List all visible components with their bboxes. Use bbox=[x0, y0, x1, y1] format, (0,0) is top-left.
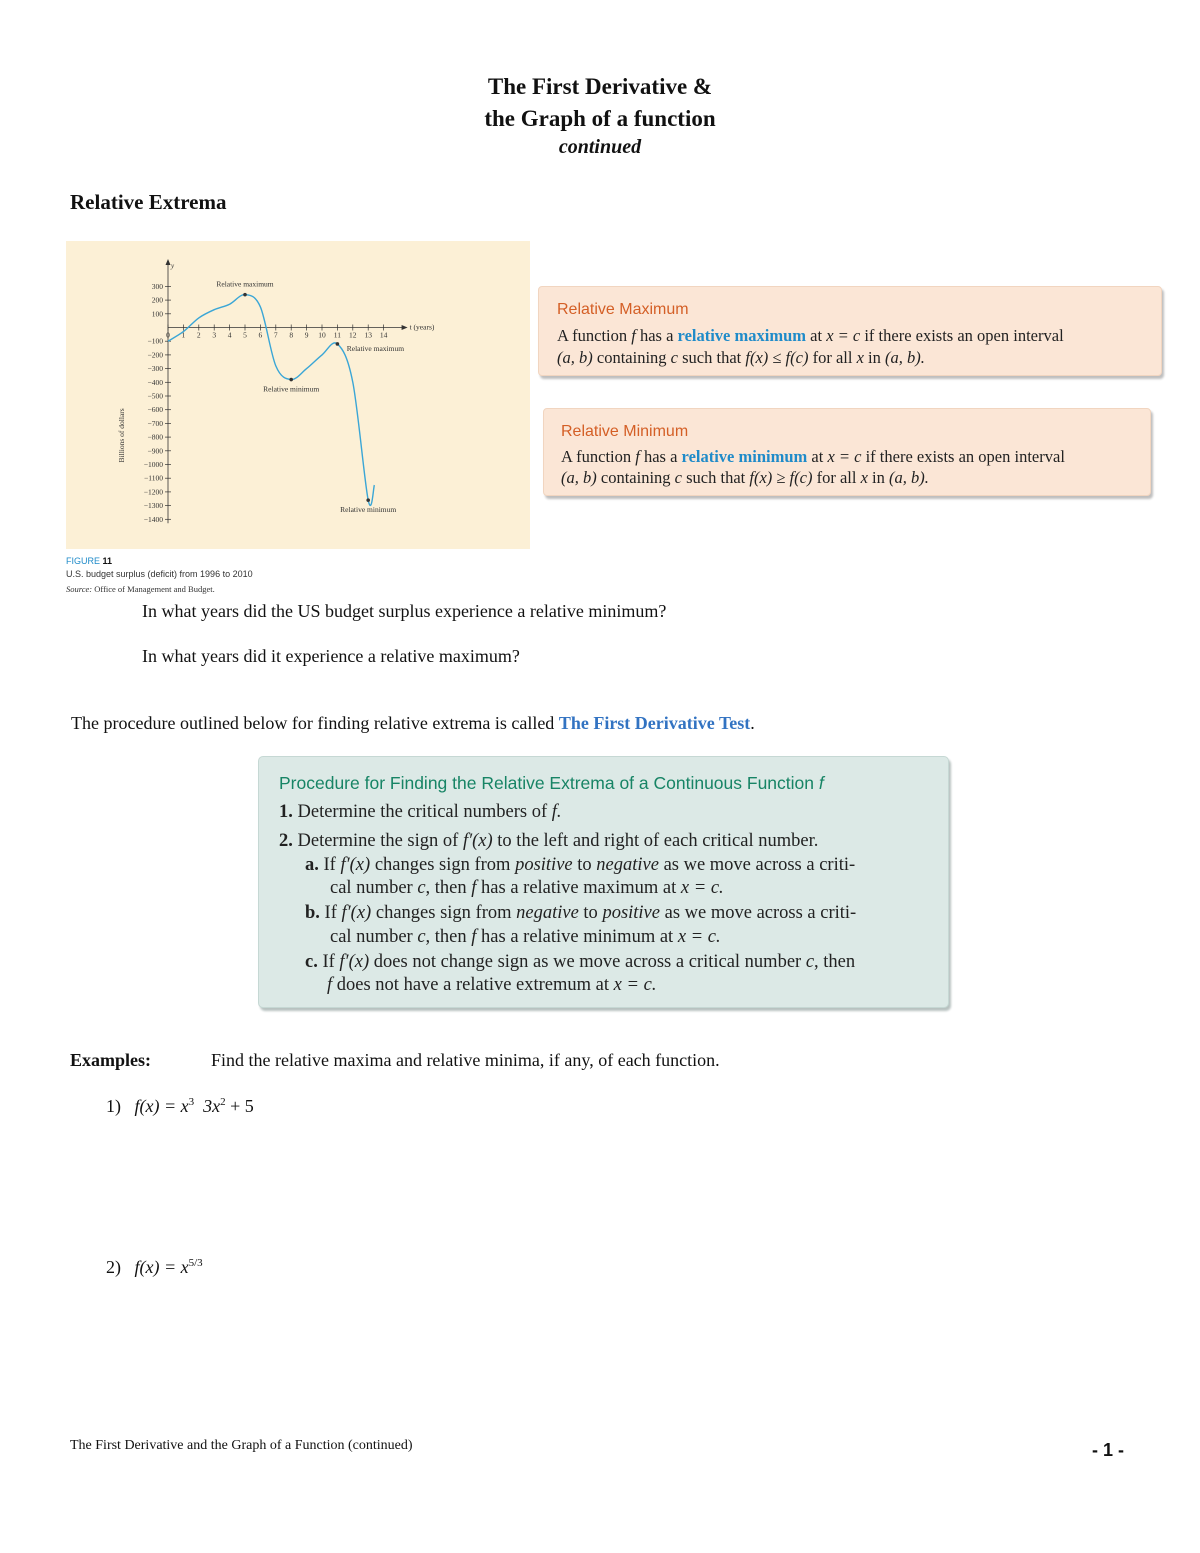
math-expression: f(x) = x bbox=[134, 1257, 189, 1277]
definition-relative-maximum bbox=[538, 286, 1162, 376]
math-f: f bbox=[818, 773, 824, 793]
text: If bbox=[324, 903, 342, 923]
text: , then bbox=[814, 952, 856, 972]
step-number: 1. bbox=[279, 802, 293, 822]
math-c: c bbox=[805, 952, 815, 972]
definition-relative-minimum bbox=[543, 408, 1151, 496]
question-relative-maximum: In what years did it experience a relative maximum? bbox=[142, 646, 520, 666]
x-tick-label: 2 bbox=[196, 330, 201, 340]
x-tick-label: 5 bbox=[243, 330, 247, 340]
text: as we move across a criti- bbox=[658, 855, 856, 875]
y-tick-label: −900 bbox=[147, 446, 163, 456]
text: . bbox=[750, 713, 755, 733]
text: , then bbox=[425, 927, 472, 947]
text: in bbox=[863, 348, 885, 367]
y-axis-label: Billions of dollars bbox=[117, 408, 126, 463]
text: at bbox=[807, 447, 828, 466]
text: A function bbox=[561, 447, 636, 466]
text: changes sign from bbox=[371, 903, 517, 923]
y-tick-label: −1400 bbox=[143, 514, 163, 524]
y-tick-label: −700 bbox=[147, 418, 163, 428]
text: if there exists an open interval bbox=[861, 447, 1065, 466]
figure-label bbox=[66, 556, 112, 566]
text-negative: negative bbox=[596, 855, 659, 875]
math-condition: x = c bbox=[826, 326, 861, 345]
extremum-point bbox=[289, 378, 293, 382]
math-exponent: 3 bbox=[188, 1096, 195, 1108]
extremum-point bbox=[336, 342, 340, 346]
question-relative-minimum: In what years did the US budget surplus experience a relative minimum? bbox=[142, 601, 667, 621]
procedure-step-1 bbox=[279, 802, 562, 823]
procedure-step-2c-line1 bbox=[305, 952, 855, 973]
figure-source-text: Office of Management and Budget. bbox=[94, 584, 215, 594]
text: If bbox=[323, 855, 341, 875]
math-f: f bbox=[471, 927, 477, 947]
x-tick-label: 3 bbox=[212, 330, 217, 340]
definition-min-heading: Relative Minimum bbox=[561, 423, 689, 440]
math-condition: x = c. bbox=[677, 927, 721, 947]
text: at bbox=[806, 326, 827, 345]
y-tick-label: −800 bbox=[147, 432, 163, 442]
text: to the left and right of each critical number. bbox=[492, 831, 819, 851]
math-expression: f(x) = x bbox=[134, 1096, 189, 1116]
y-tick-label: 100 bbox=[151, 309, 163, 319]
definition-max-heading: Relative Maximum bbox=[557, 301, 689, 318]
math-fprime: f′(x) bbox=[462, 831, 493, 851]
text: has a relative maximum at bbox=[476, 878, 681, 898]
procedure-step-2b-line1 bbox=[305, 903, 856, 924]
x-axis-label: t (years) bbox=[409, 322, 435, 332]
keyword-relative-minimum: relative minimum bbox=[681, 447, 808, 466]
text: cal number bbox=[330, 927, 418, 947]
procedure-step-2b-line2 bbox=[330, 927, 721, 948]
page-number: - 1 - bbox=[1092, 1440, 1125, 1460]
y-tick-label: −1200 bbox=[143, 487, 163, 497]
y-tick-label: −1000 bbox=[143, 460, 163, 469]
section-heading: Relative Extrema bbox=[70, 190, 227, 214]
text: containing bbox=[596, 468, 675, 487]
y-tick-label: −400 bbox=[147, 377, 163, 387]
text-negative: negative bbox=[516, 903, 579, 923]
examples-label: Examples: bbox=[70, 1050, 151, 1070]
procedure-heading-text: Procedure for Finding the Relative Extrema of a Continuous Function bbox=[279, 773, 815, 793]
test-name: The First Derivative Test bbox=[558, 713, 751, 733]
definition-max-line1 bbox=[557, 325, 1064, 347]
procedure-step-2c-line2 bbox=[327, 975, 656, 996]
page-subtitle: continued bbox=[558, 136, 642, 158]
step-number: 2. bbox=[279, 831, 293, 851]
annotation-label: Relative minimum bbox=[263, 384, 320, 394]
text: A function bbox=[557, 326, 632, 345]
text: for all bbox=[808, 348, 857, 367]
example-number: 2) bbox=[106, 1257, 121, 1277]
x-tick-label: 9 bbox=[304, 330, 309, 340]
math-interval: (a, b) bbox=[557, 348, 593, 367]
math-interval: (a, b). bbox=[889, 468, 929, 487]
text: , then bbox=[425, 878, 472, 898]
annotation-label: Relative maximum bbox=[216, 279, 274, 289]
definition-max-line2 bbox=[557, 347, 925, 369]
math-expression: 3x bbox=[194, 1096, 221, 1116]
extremum-point bbox=[366, 498, 370, 502]
text: such that bbox=[677, 348, 746, 367]
annotation-label: Relative minimum bbox=[340, 505, 397, 515]
y-tick-label: 300 bbox=[151, 281, 163, 291]
extremum-point bbox=[243, 293, 247, 297]
text: Determine the sign of bbox=[297, 831, 463, 851]
substep-label: b. bbox=[305, 903, 320, 923]
procedure-step-2a-line1 bbox=[305, 855, 855, 876]
example-2 bbox=[106, 1257, 203, 1278]
text: does not have a relative extremum at bbox=[332, 975, 614, 995]
text-positive: positive bbox=[602, 903, 660, 923]
test-intro bbox=[71, 713, 755, 734]
text-positive: positive bbox=[515, 855, 573, 875]
math-condition: x = c bbox=[827, 447, 862, 466]
math-fprime: f′(x) bbox=[341, 903, 372, 923]
keyword-relative-maximum: relative maximum bbox=[677, 326, 807, 345]
x-tick-label: 1 bbox=[181, 330, 186, 340]
x-tick-label: 6 bbox=[258, 330, 263, 340]
math-expression: + 5 bbox=[225, 1096, 254, 1116]
footer-text: The First Derivative and the Graph of a Function (continued) bbox=[70, 1438, 413, 1453]
figure-word: FIGURE bbox=[66, 556, 101, 566]
y-tick-label: −500 bbox=[147, 391, 163, 401]
figure-source bbox=[66, 584, 215, 594]
math-condition: x = c. bbox=[680, 878, 724, 898]
page-title-line2: the Graph of a function bbox=[484, 106, 716, 131]
text: in bbox=[867, 468, 889, 487]
text: if there exists an open interval bbox=[860, 326, 1064, 345]
math-f: f. bbox=[551, 802, 562, 822]
annotation-label: Relative maximum bbox=[346, 343, 405, 353]
text: to bbox=[572, 855, 597, 875]
math-x: x bbox=[856, 348, 864, 367]
budget-chart bbox=[66, 241, 530, 549]
x-axis-arrow bbox=[402, 325, 408, 330]
figure-source-label: Source: bbox=[66, 584, 93, 594]
math-exponent: 2 bbox=[220, 1096, 226, 1108]
math-c: c bbox=[670, 348, 678, 367]
x-tick-label: 4 bbox=[227, 330, 232, 340]
x-tick-label: 0 bbox=[166, 330, 170, 340]
text: has a bbox=[639, 447, 682, 466]
text: If bbox=[322, 952, 340, 972]
x-tick-label: 11 bbox=[333, 330, 342, 340]
y-tick-label: −600 bbox=[147, 405, 163, 415]
text: such that bbox=[681, 468, 750, 487]
text: to bbox=[578, 903, 603, 923]
text: does not change sign as we move across a critical number bbox=[369, 952, 806, 972]
math-inequality: f(x) ≥ f(c) bbox=[749, 468, 813, 487]
math-fprime: f′(x) bbox=[339, 952, 370, 972]
test-intro-text: The procedure outlined below for finding relative extrema is called bbox=[71, 713, 559, 733]
math-fprime: f′(x) bbox=[340, 855, 371, 875]
figure-caption: U.S. budget surplus (deficit) from 1996 to 2010 bbox=[66, 569, 253, 579]
example-number: 1) bbox=[106, 1096, 121, 1116]
x-tick-label: 12 bbox=[349, 330, 357, 340]
math-f: f bbox=[471, 878, 477, 898]
text: has a bbox=[635, 326, 678, 345]
text: for all bbox=[812, 468, 861, 487]
y-axis-arrow bbox=[166, 259, 171, 265]
substep-label: c. bbox=[305, 952, 318, 972]
y-tick-label: −200 bbox=[147, 350, 163, 360]
math-inequality: f(x) ≤ f(c) bbox=[745, 348, 809, 367]
text: containing bbox=[592, 348, 671, 367]
y-axis-name: y bbox=[171, 262, 175, 270]
math-f: f bbox=[327, 975, 333, 995]
math-f: f bbox=[631, 326, 636, 345]
text: cal number bbox=[330, 878, 418, 898]
x-tick-label: 10 bbox=[318, 330, 326, 340]
math-f: f bbox=[635, 447, 640, 466]
page-title-line1: The First Derivative & bbox=[487, 74, 713, 99]
y-tick-label: −1300 bbox=[143, 501, 163, 511]
y-tick-label: −100 bbox=[147, 336, 163, 346]
math-interval: (a, b). bbox=[885, 348, 925, 367]
y-tick-label: 200 bbox=[151, 295, 163, 305]
math-interval: (a, b) bbox=[561, 468, 597, 487]
y-tick-label: −300 bbox=[147, 364, 163, 374]
definition-min-line1 bbox=[561, 446, 1065, 468]
text: changes sign from bbox=[370, 855, 516, 875]
examples-instruction: Find the relative maxima and relative minima, if any, of each function. bbox=[211, 1050, 720, 1070]
text: as we move across a criti- bbox=[659, 903, 857, 923]
math-exponent: 5/3 bbox=[188, 1257, 203, 1269]
math-c: c bbox=[417, 878, 426, 898]
procedure-step-2a-line2 bbox=[330, 878, 724, 899]
x-tick-label: 13 bbox=[364, 330, 372, 340]
text: has a relative minimum at bbox=[476, 927, 678, 947]
x-tick-label: 14 bbox=[379, 330, 388, 340]
x-tick-label: 8 bbox=[289, 330, 294, 340]
chart-panel bbox=[66, 241, 530, 549]
math-condition: x = c. bbox=[613, 975, 657, 995]
math-c: c bbox=[674, 468, 682, 487]
definition-min-line2 bbox=[561, 467, 929, 489]
figure-number: 11 bbox=[102, 556, 113, 566]
procedure-box bbox=[258, 756, 949, 1008]
example-1 bbox=[106, 1096, 254, 1117]
substep-label: a. bbox=[305, 855, 319, 875]
text: Determine the critical numbers of bbox=[297, 802, 552, 822]
x-tick-label: 7 bbox=[273, 330, 278, 340]
y-tick-label: −1100 bbox=[144, 473, 163, 483]
procedure-step-2 bbox=[279, 831, 818, 852]
math-x: x bbox=[860, 468, 868, 487]
procedure-heading bbox=[279, 773, 824, 794]
math-c: c bbox=[417, 927, 426, 947]
